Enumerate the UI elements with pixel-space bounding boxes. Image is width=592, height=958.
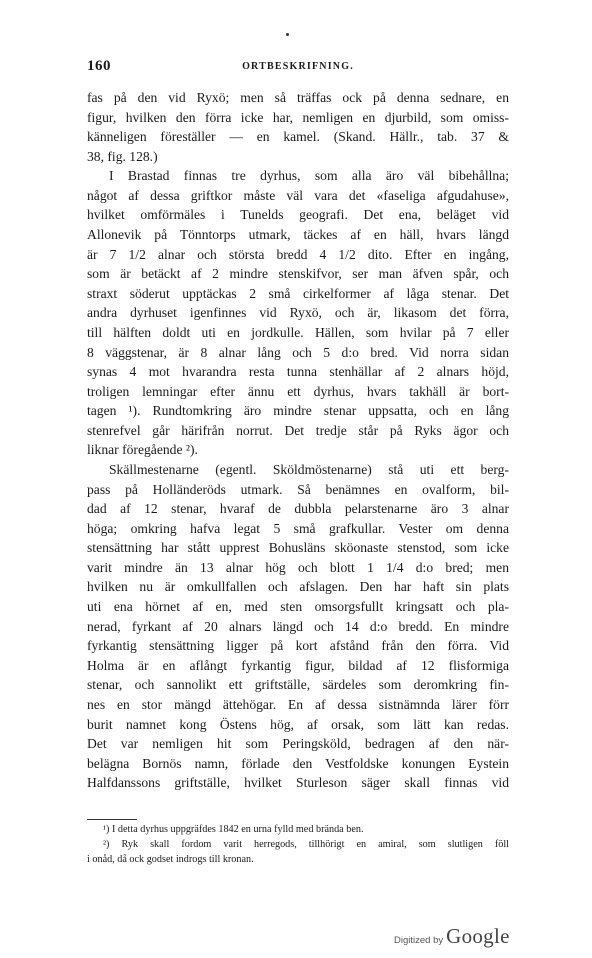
text-line: pass på Holländeröds utmark. Så benämnes en ovalform, bil- <box>87 481 509 497</box>
text-line: nerad, fyrkant af 20 alnars längd och 14 d:o bredd. En mindre <box>87 618 509 634</box>
text-line: fas på den vid Ryxö; men så träffas ock på denna sednare, en <box>87 90 509 105</box>
google-logo: Google <box>446 924 510 948</box>
text-line: till hälften doldt uti en jordkulle. Hällen, som hvilar på 7 eller <box>87 324 509 340</box>
page-header <box>87 58 509 80</box>
text-line: tagen ¹). Rundtomkring äro mindre stenar uppsatta, och en lång <box>87 403 509 419</box>
page-number: 160 <box>87 58 111 74</box>
footnote-line: ²) Ryk skall fordom varit herregods, tillhörigt en amiral, som slutligen föll <box>103 839 509 850</box>
body-text <box>87 88 509 793</box>
footnote-divider <box>87 819 137 820</box>
text-line: Skällmestenarne (egentl. Sköldmöstenarne) stå uti ett berg- <box>109 461 509 477</box>
footnotes <box>87 822 509 867</box>
digitization-watermark <box>394 924 510 948</box>
text-line: troligen lemningar efter ännu ett dyrhus, hvars takhäll är bort- <box>87 383 509 399</box>
text-line: uti ena hörnet af en, med sten omsorgsfullt kringsatt och pla- <box>87 599 509 615</box>
text-line: figur, hvilken den förra icke har, nemligen en djurbild, som omiss- <box>87 109 509 125</box>
text-line: 8 väggstenar, är 8 alnar lång och 5 d:o bred. Vid norra sidan <box>87 344 509 360</box>
text-line: I Brastad finnas tre dyrhus, som alla äro väl bibehållna; <box>109 168 509 184</box>
text-line: höga; omkring hafva legat 5 små grafkullar. Vester om denna <box>87 520 509 536</box>
text-line: som är betäckt af 2 mindre stenskifvor, ser man äfven spår, och <box>87 266 509 282</box>
text-line: är 7 1/2 alnar och största bredd 4 1/2 dito. Efter en ingång, <box>87 246 509 262</box>
footnote-line: i onåd, då ock godset indrogs till kronan. <box>87 854 254 865</box>
text-line: Det var nemligen hit som Peringsköld, bedragen af den när- <box>87 736 509 752</box>
text-line: hvilket omförmäles i Tunelds geografi. Det ena, beläget vid <box>87 207 509 223</box>
text-line: stenar, och sannolikt ett griftställe, särdeles som deromkring fin- <box>87 677 509 693</box>
text-line: belägna Bornös namn, förlade den Vestfoldske konungen Eystein <box>87 755 509 771</box>
text-line: Allonevik på Tönntorps utmark, täckes af en häll, hvars längd <box>87 227 509 243</box>
text-line: Halfdanssons griftställe, hvilket Sturleson säger skall finnas vid <box>87 775 509 791</box>
text-line: hvilken nu är omkullfallen och afslagen. Den har haft sin plats <box>87 579 509 595</box>
text-line: synas 4 mot hvarandra resta tunna stenhällar af 2 alnars höjd, <box>87 364 509 380</box>
text-line: stensättning har stått upprest Bohusläns sköonaste stenstod, som icke <box>87 540 509 556</box>
text-line: något af dessa griftkor måste väl vara det «faseliga afgudahuse», <box>87 187 509 203</box>
text-line: burit namnet kong Östens hög, af orsak, som lätt kan redas. <box>87 716 509 732</box>
text-line: 38, fig. 128.) <box>87 148 158 164</box>
watermark-prefix: Digitized by <box>394 935 444 946</box>
text-line: dad af 12 stenar, hvaraf de dubbla pelarstenarne äro 3 alnar <box>87 501 509 517</box>
text-line: liknar föregående ²). <box>87 442 198 458</box>
footnote-line: ¹) I detta dyrhus uppgräfdes 1842 en urna fylld med brända ben. <box>103 824 364 835</box>
running-head: ORTBESKRIFNING. <box>242 61 354 72</box>
text-line: känneligen föreställer — en kamel. (Skand. Hällr., tab. 37 & <box>87 129 509 145</box>
text-line: straxt söderut upptäckas 2 små cirkelformer af låga stenar. Det <box>87 285 509 301</box>
text-line: Holma är en aflångt fyrkantig figur, bildad af 12 flisformiga <box>87 657 509 673</box>
print-speck <box>286 33 289 36</box>
text-line: nes en stor mängd ättehögar. En af dessa sistnämnda lärer förr <box>87 696 509 712</box>
text-line: varit mindre än 13 alnar hög och blott 1 1/4 d:o bred; men <box>87 559 509 575</box>
text-line: fyrkantig stensättning ligger på kort afstånd från den förra. Vid <box>87 638 509 654</box>
text-line: stenrefvel går härifrån norrut. Det tredje står på Ryks ägor och <box>87 422 509 438</box>
text-line: andra dyrhuset igenfinnes vid Ryxö, och är, likasom det förra, <box>87 305 509 321</box>
